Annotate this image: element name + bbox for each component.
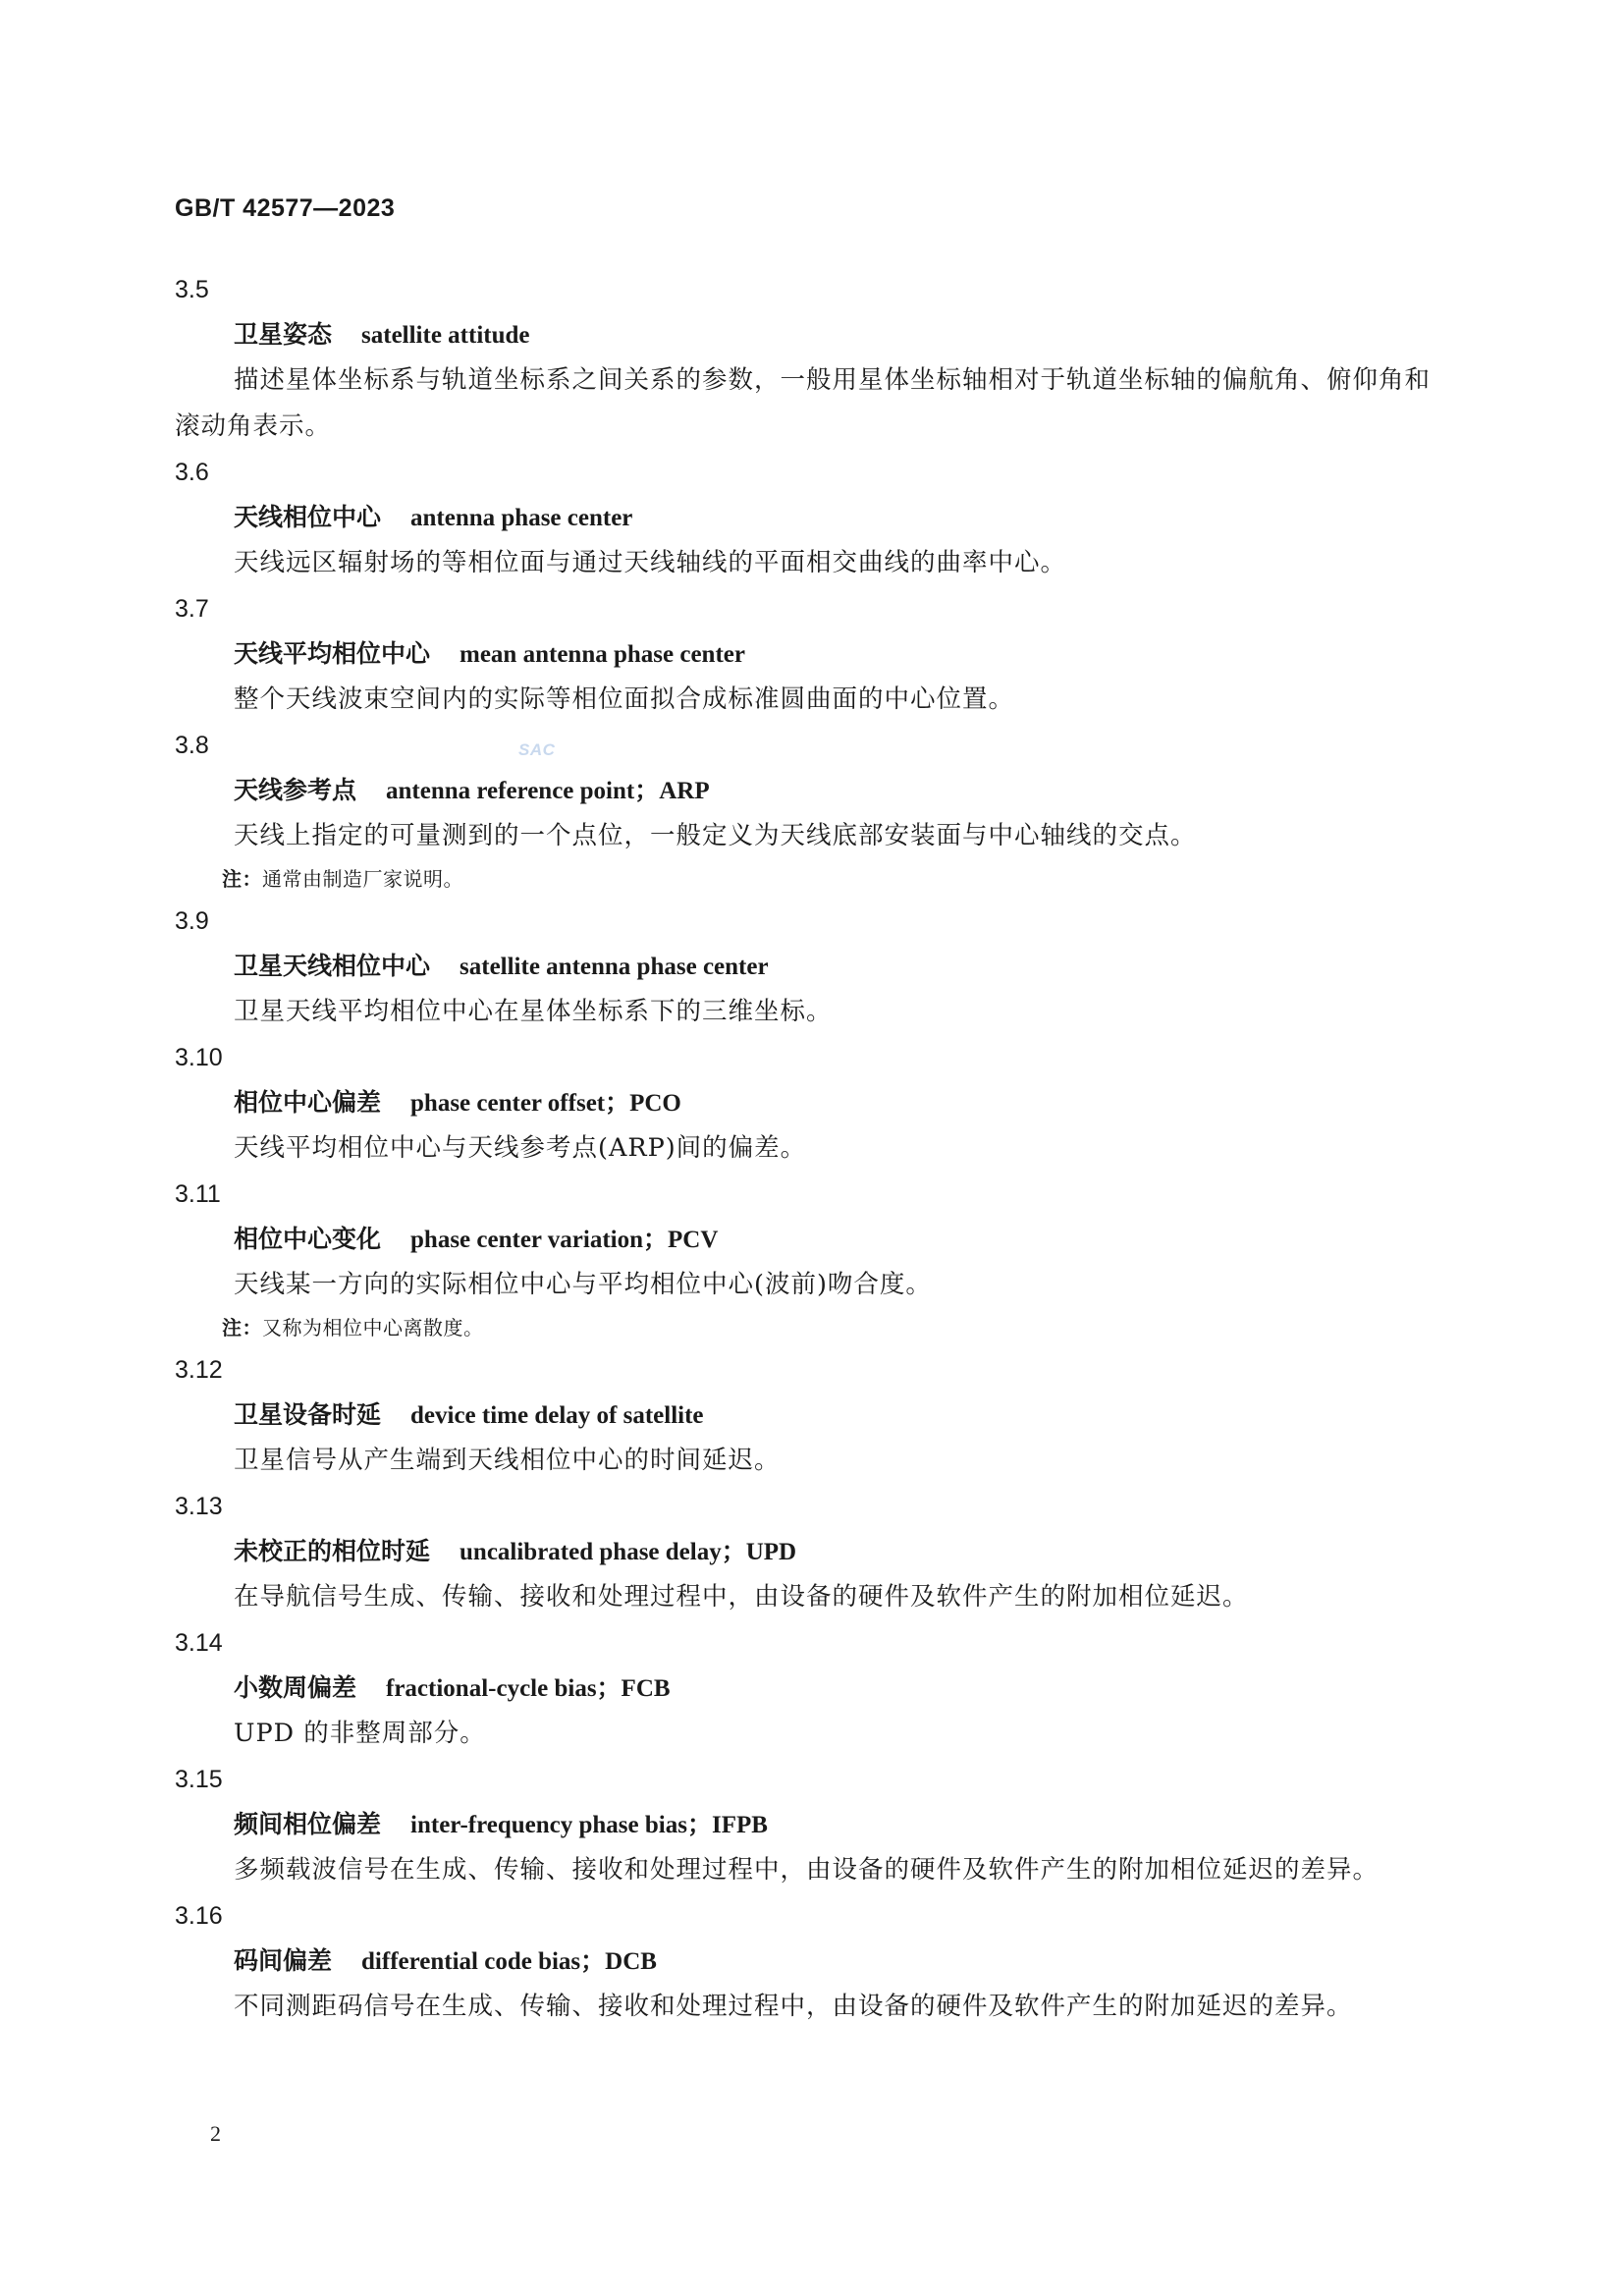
term-heading xyxy=(175,1529,1451,1574)
standard-code-header: GB/T 42577—2023 xyxy=(175,194,396,222)
term-english: fractional-cycle bias；FCB xyxy=(386,1675,671,1702)
term-entry xyxy=(175,450,1451,586)
term-definition: 整个天线波束空间内的实际等相位面拟合成标准圆曲面的中心位置。 xyxy=(234,684,1015,714)
term-chinese: 码间偏差 xyxy=(234,1946,333,1975)
note-label: 注： xyxy=(222,1316,262,1339)
term-number: 3.13 xyxy=(175,1493,223,1520)
term-entry xyxy=(175,1484,1451,1620)
note-text: 又称为相位中心离散度。 xyxy=(262,1316,484,1339)
term-definition: 不同测距码信号在生成、传输、接收和处理过程中，由设备的硬件及软件产生的附加延迟的差异。 xyxy=(234,1992,1353,2021)
term-heading xyxy=(175,1939,1451,1984)
terms-section xyxy=(175,267,1451,2030)
term-number: 3.12 xyxy=(175,1356,223,1384)
term-entry xyxy=(175,1347,1451,1484)
term-english: inter-frequency phase bias；IFPB xyxy=(410,1812,768,1838)
term-number: 3.8 xyxy=(175,732,209,759)
term-entry xyxy=(175,1035,1451,1172)
term-entry xyxy=(175,723,1451,899)
term-definition: 多频载波信号在生成、传输、接收和处理过程中，由设备的硬件及软件产生的附加相位延迟的差异。 xyxy=(234,1855,1380,1885)
term-note xyxy=(175,1308,1451,1347)
term-note xyxy=(175,859,1451,899)
term-definition: 卫星信号从产生端到天线相位中心的时间延迟。 xyxy=(234,1446,781,1475)
term-chinese: 卫星设备时延 xyxy=(234,1400,382,1429)
term-entry xyxy=(175,586,1451,723)
term-definition: 在导航信号生成、传输、接收和处理过程中，由设备的硬件及软件产生的附加相位延迟。 xyxy=(234,1582,1249,1612)
term-entry xyxy=(175,1757,1451,1893)
note-text: 通常由制造厂家说明。 xyxy=(262,867,463,891)
term-definition: 天线某一方向的实际相位中心与平均相位中心(波前)吻合度。 xyxy=(234,1270,932,1299)
term-english: phase center variation；PCV xyxy=(410,1227,719,1253)
term-chinese: 天线相位中心 xyxy=(234,503,382,531)
term-english: differential code bias；DCB xyxy=(361,1948,657,1975)
term-number: 3.5 xyxy=(175,276,209,303)
term-definition: 天线平均相位中心与天线参考点(ARP)间的偏差。 xyxy=(234,1133,807,1163)
term-chinese: 卫星天线相位中心 xyxy=(234,952,431,980)
term-definition: 描述星体坐标系与轨道坐标系之间关系的参数，一般用星体坐标轴相对于轨道坐标轴的偏航角、俯仰角和滚动角表示。 xyxy=(175,365,1432,441)
term-number: 3.7 xyxy=(175,595,209,623)
term-number: 3.9 xyxy=(175,907,209,935)
term-number: 3.6 xyxy=(175,459,209,486)
term-chinese: 相位中心偏差 xyxy=(234,1088,382,1117)
term-number: 3.15 xyxy=(175,1766,223,1793)
term-english: uncalibrated phase delay；UPD xyxy=(460,1539,797,1565)
sac-watermark: SAC xyxy=(518,740,556,759)
term-english: device time delay of satellite xyxy=(410,1402,704,1429)
term-chinese: 频间相位偏差 xyxy=(234,1810,382,1838)
term-heading xyxy=(175,1802,1451,1847)
term-chinese: 小数周偏差 xyxy=(234,1673,357,1702)
term-heading xyxy=(175,495,1451,540)
term-entry xyxy=(175,1620,1451,1757)
term-heading xyxy=(175,631,1451,677)
term-chinese: 天线平均相位中心 xyxy=(234,639,431,668)
term-number: 3.14 xyxy=(175,1629,223,1657)
term-heading xyxy=(175,312,1451,357)
term-entry xyxy=(175,1172,1451,1347)
note-label: 注： xyxy=(222,867,262,891)
term-heading xyxy=(175,1217,1451,1262)
term-english: antenna reference point；ARP xyxy=(386,778,710,804)
term-number: 3.11 xyxy=(175,1180,221,1208)
term-chinese: 天线参考点 xyxy=(234,776,357,804)
term-english: satellite antenna phase center xyxy=(460,954,769,980)
term-english: mean antenna phase center xyxy=(460,641,745,668)
term-english: antenna phase center xyxy=(410,505,633,531)
term-definition: 卫星天线平均相位中心在星体坐标系下的三维坐标。 xyxy=(234,997,833,1026)
term-definition: UPD 的非整周部分。 xyxy=(234,1719,486,1748)
term-heading xyxy=(175,1666,1451,1711)
term-chinese: 未校正的相位时延 xyxy=(234,1537,431,1565)
term-chinese: 相位中心变化 xyxy=(234,1225,382,1253)
term-heading xyxy=(175,1393,1451,1438)
term-entry xyxy=(175,899,1451,1035)
term-chinese: 卫星姿态 xyxy=(234,320,333,349)
term-number: 3.16 xyxy=(175,1902,223,1930)
term-entry xyxy=(175,267,1451,450)
term-heading xyxy=(175,768,1451,813)
term-english: satellite attitude xyxy=(361,322,530,349)
term-heading xyxy=(175,944,1451,989)
term-definition: 天线远区辐射场的等相位面与通过天线轴线的平面相交曲线的曲率中心。 xyxy=(234,548,1067,577)
term-definition: 天线上指定的可量测到的一个点位，一般定义为天线底部安装面与中心轴线的交点。 xyxy=(234,821,1197,850)
term-number: 3.10 xyxy=(175,1044,223,1071)
term-english: phase center offset；PCO xyxy=(410,1090,681,1117)
term-entry xyxy=(175,1893,1451,2030)
page-number: 2 xyxy=(210,2121,221,2146)
term-heading xyxy=(175,1080,1451,1125)
